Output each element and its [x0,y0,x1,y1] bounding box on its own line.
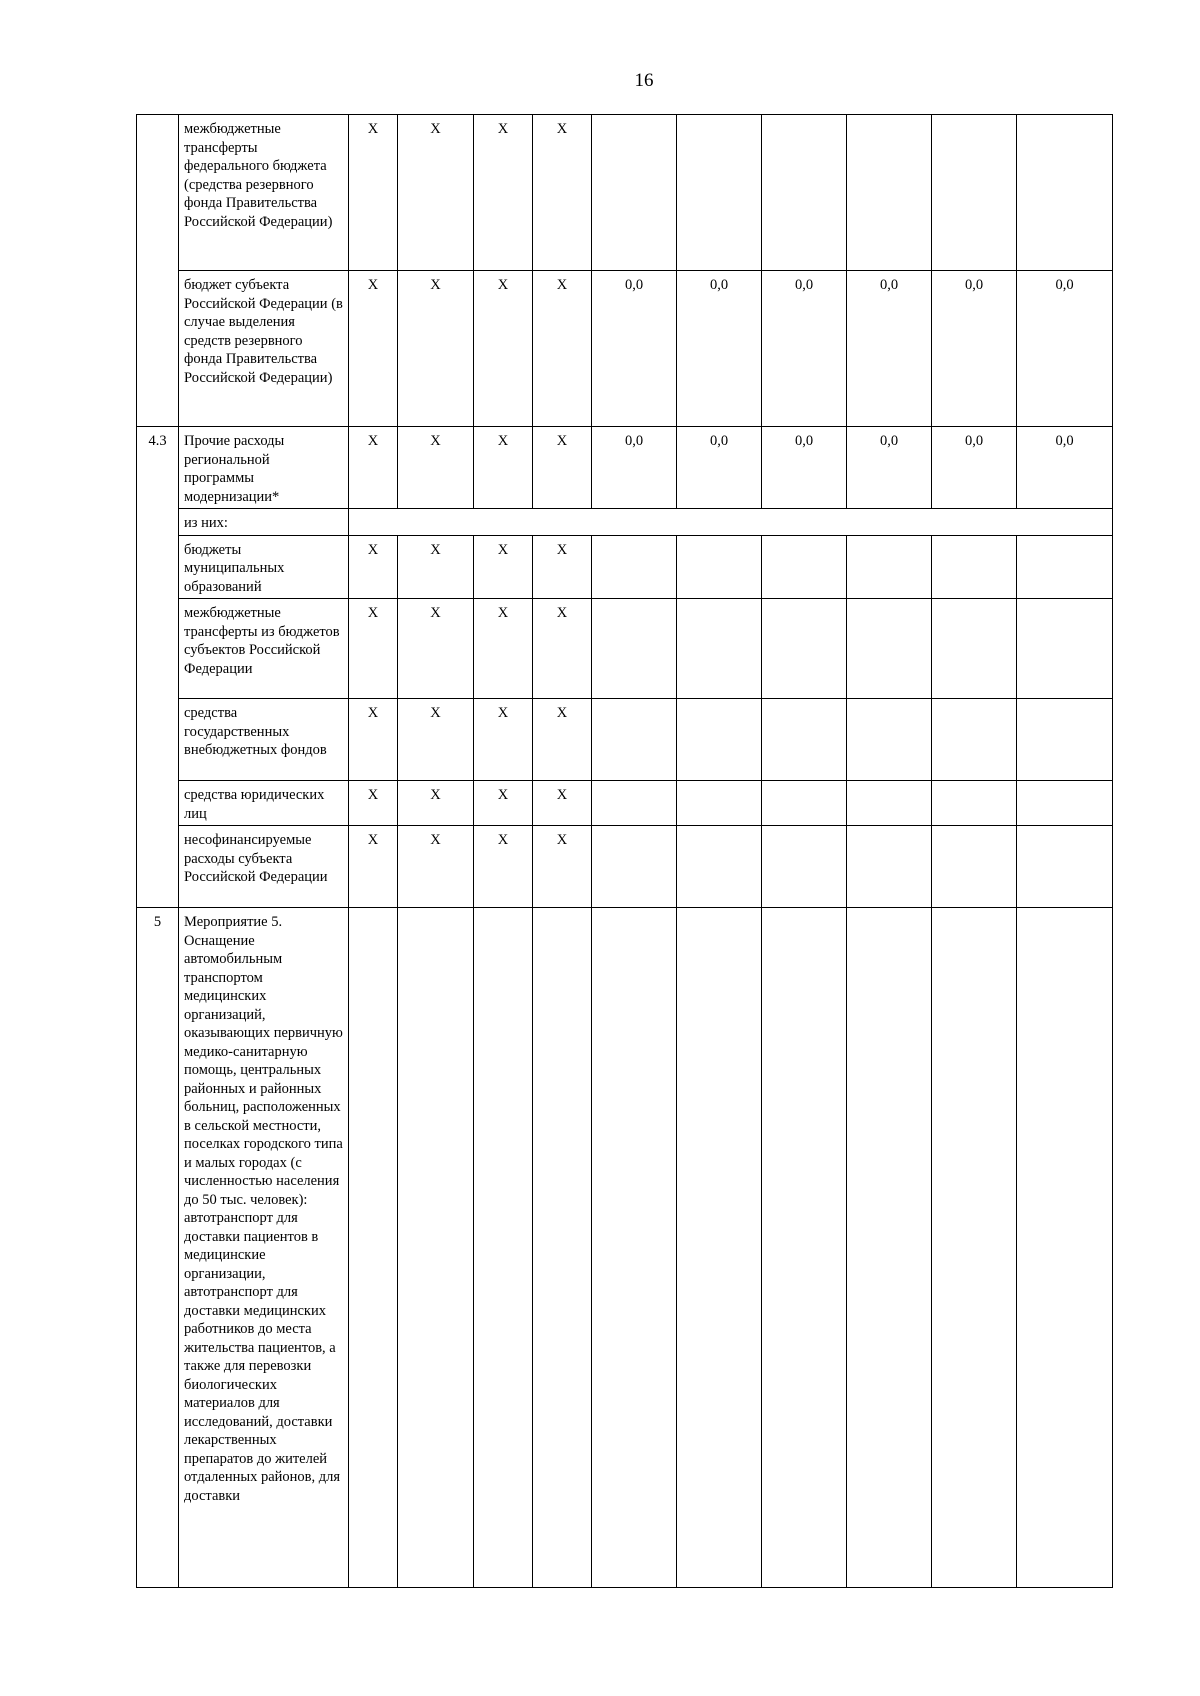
marker-cell: Х [398,427,474,509]
value-cell [847,908,932,1588]
value-cell [1017,908,1113,1588]
marker-cell [349,908,398,1588]
value-cell [677,535,762,599]
value-cell [592,599,677,699]
marker-cell: Х [474,781,533,826]
value-cell: 0,0 [1017,271,1113,427]
value-cell [762,826,847,908]
value-cell [847,599,932,699]
marker-cell: Х [474,599,533,699]
value-cell: 0,0 [762,427,847,509]
marker-cell: Х [349,535,398,599]
marker-cell: Х [398,699,474,781]
marker-cell: Х [349,826,398,908]
marker-cell: Х [398,271,474,427]
item-number: 4.3 [137,427,179,908]
marker-cell: Х [533,115,592,271]
value-cell [592,781,677,826]
marker-cell: Х [398,826,474,908]
marker-cell: Х [474,271,533,427]
value-cell [932,781,1017,826]
value-cell [592,115,677,271]
marker-cell: Х [398,535,474,599]
marker-cell: Х [474,427,533,509]
value-cell: 0,0 [592,271,677,427]
marker-cell: Х [533,535,592,599]
value-cell [847,699,932,781]
marker-cell: Х [474,115,533,271]
value-cell [592,908,677,1588]
row-description: бюджеты муниципальных образований [179,535,349,599]
table-row [137,427,1113,509]
value-cell [932,535,1017,599]
table-row [137,509,1113,536]
marker-cell: Х [533,699,592,781]
marker-cell: Х [349,781,398,826]
value-cell: 0,0 [932,427,1017,509]
row-description: средства юридических лиц [179,781,349,826]
marker-cell: Х [398,781,474,826]
value-cell: 0,0 [847,427,932,509]
row-description: средства государственных внебюджетных фондов [179,699,349,781]
table-row [137,115,1113,271]
item-number: 5 [137,908,179,1588]
marker-cell: Х [533,781,592,826]
value-cell [677,115,762,271]
value-cell [762,115,847,271]
value-cell [677,908,762,1588]
item-number [137,115,179,427]
marker-cell: Х [474,699,533,781]
marker-cell: Х [533,826,592,908]
row-description: бюджет субъекта Российской Федерации (в случае выделения средств резервного фонда Правительства Российской Федерации) [179,271,349,427]
marker-cell: Х [349,427,398,509]
table-row [137,271,1113,427]
marker-cell: Х [533,599,592,699]
marker-cell: Х [349,115,398,271]
marker-cell [533,908,592,1588]
marker-cell: Х [349,599,398,699]
value-cell: 0,0 [677,271,762,427]
marker-cell: Х [533,271,592,427]
page-number: 16 [634,70,654,91]
table-row [137,535,1113,599]
row-description: из них: [179,509,349,536]
value-cell [592,699,677,781]
table-row [137,699,1113,781]
marker-cell: Х [533,427,592,509]
value-cell [847,115,932,271]
value-cell [677,599,762,699]
value-cell [677,826,762,908]
marker-cell: Х [398,115,474,271]
row-description: Мероприятие 5. Оснащение автомобильным транспортом медицинских организаций, оказывающих первичную медико-санитарную помощь, центральных районных и районных больниц, расположенных в сельской местности, поселках городского типа и малых городах (с численностью населения до 50 тыс. человек): автотранспорт для доставки пациентов в медицинские организации, автотранспорт для доставки медицинских работников до места жительства пациентов, а также для перевозки биологических материалов для исследований, доставки лекарственных препаратов до жителей отдаленных районов, для доставки [179,908,349,1588]
table-row [137,826,1113,908]
merged-cell [349,509,1113,536]
marker-cell: Х [349,271,398,427]
table-row [137,781,1113,826]
value-cell [592,535,677,599]
value-cell [932,826,1017,908]
value-cell [932,115,1017,271]
marker-cell: Х [349,699,398,781]
value-cell [592,826,677,908]
value-cell [762,908,847,1588]
value-cell [932,699,1017,781]
value-cell [677,781,762,826]
value-cell [1017,115,1113,271]
value-cell [847,781,932,826]
value-cell: 0,0 [762,271,847,427]
value-cell [1017,699,1113,781]
value-cell [1017,599,1113,699]
value-cell [1017,535,1113,599]
financing-table [136,114,1113,1588]
row-description: Прочие расходы региональной программы модернизации* [179,427,349,509]
marker-cell: Х [474,826,533,908]
value-cell [847,535,932,599]
marker-cell: Х [474,535,533,599]
value-cell: 0,0 [932,271,1017,427]
value-cell [677,699,762,781]
value-cell [762,535,847,599]
value-cell: 0,0 [1017,427,1113,509]
value-cell [932,908,1017,1588]
value-cell [932,599,1017,699]
marker-cell: Х [398,599,474,699]
value-cell: 0,0 [677,427,762,509]
value-cell [762,781,847,826]
value-cell [1017,781,1113,826]
value-cell: 0,0 [847,271,932,427]
value-cell [847,826,932,908]
table-row [137,599,1113,699]
table-row [137,908,1113,1588]
marker-cell [474,908,533,1588]
value-cell [762,699,847,781]
value-cell: 0,0 [592,427,677,509]
row-description: несофинансируемые расходы субъекта Российской Федерации [179,826,349,908]
marker-cell [398,908,474,1588]
row-description: межбюджетные трансферты федерального бюджета (средства резервного фонда Правительства Российской Федерации) [179,115,349,271]
value-cell [762,599,847,699]
value-cell [1017,826,1113,908]
row-description: межбюджетные трансферты из бюджетов субъектов Российской Федерации [179,599,349,699]
